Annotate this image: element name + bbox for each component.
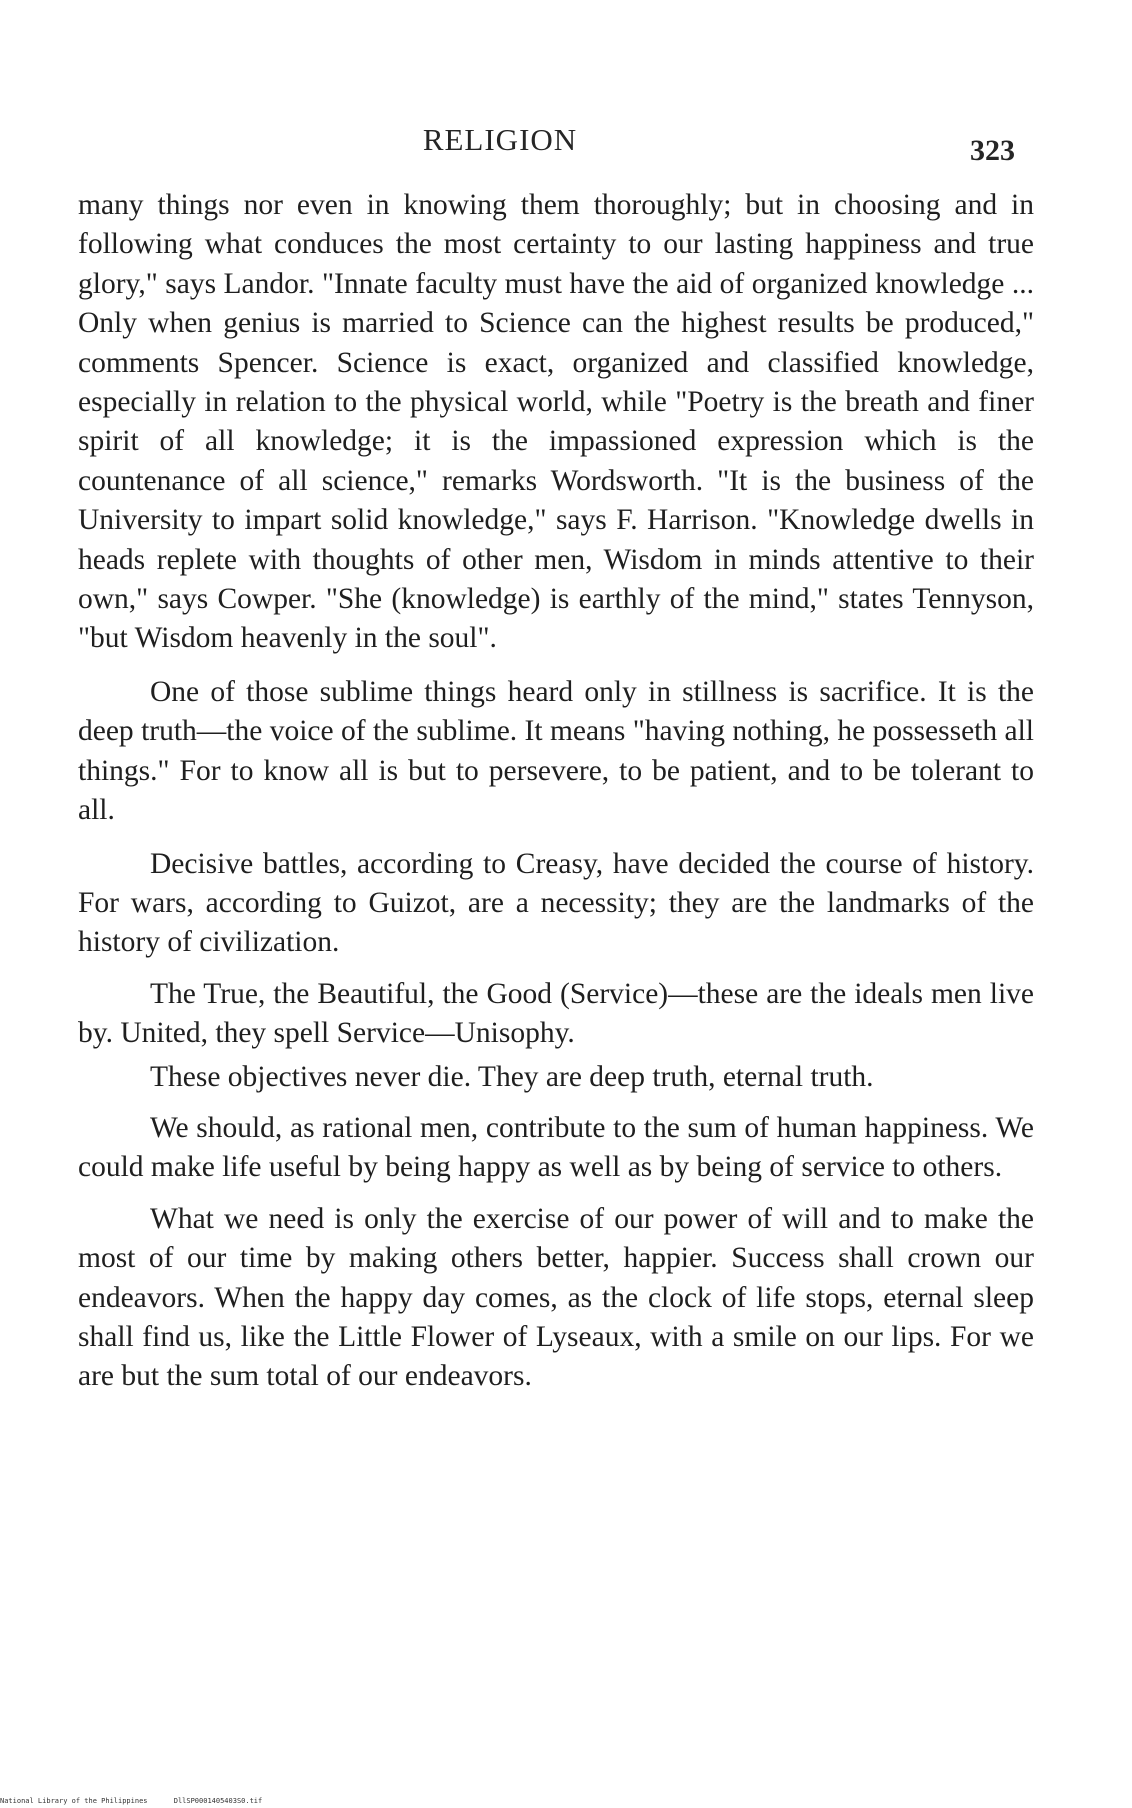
- scan-footer: [0, 1797, 284, 1805]
- footer-file-id: DllSP0001405403S0.tif: [173, 1797, 263, 1805]
- running-title: RELIGION: [422, 122, 578, 157]
- footer-library: National Library of the Philippines: [0, 1797, 148, 1805]
- body-text: [78, 186, 1034, 1397]
- paragraph-decisive-battles: Decisive battles, according to Creasy, have decided the course of history. For wars, according to Guizot, are a necessity; they are the landmarks of the history of civilization.: [78, 847, 1034, 959]
- paragraph-human-happiness: We should, as rational men, contribute to the sum of human happiness. We could make life useful by being happy as well as by being of service to others.: [78, 1111, 1034, 1184]
- running-head: [0, 122, 1132, 168]
- page-number: 323: [970, 134, 1015, 167]
- paragraph-continued: many things nor even in knowing them thoroughly; but in choosing and in following what conduces the most certainty to our lasting happiness and true glory," says Landor. "Innate faculty must have the aid of organized knowledge ... Only when genius is married to Science can the highest results be produced," comments Spencer. Science is exact, organized and classified knowledge, especially in relation to the physical world, while "Poetry is the breath and finer spirit of all knowledge; it is the impassioned expression which is the countenance of all science," remarks Wordsworth. "It is the business of the University to impart solid knowledge," says F. Harrison. "Knowledge dwells in heads replete with thoughts of other men, Wisdom in minds attentive to their own," says Cowper. "She (knowledge) is earthly of the mind," states Tennyson, "but Wisdom heavenly in the soul".: [78, 189, 1034, 655]
- paragraph-objectives: These objectives never die. They are deep truth, eternal truth.: [150, 1060, 874, 1093]
- paragraph-sacrifice: One of those sublime things heard only in stillness is sacrifice. It is the deep truth—the voice of the sublime. It means "having nothing, he possesseth all things." For to know all is but to persevere, to be patient, and to be tolerant to all.: [78, 675, 1034, 827]
- paragraph-endeavors: What we need is only the exercise of our power of will and to make the most of our time by making others better, happier. Success shall crown our endeavors. When the happy day comes, as the clock of life stops, eternal sleep shall find us, like the Little Flower of Lyseaux, with a smile on our lips. For we are but the sum total of our endeavors.: [78, 1202, 1034, 1393]
- paragraph-ideals: The True, the Beautiful, the Good (Service)—these are the ideals men live by. United, they spell Service—Unisophy.: [78, 977, 1034, 1050]
